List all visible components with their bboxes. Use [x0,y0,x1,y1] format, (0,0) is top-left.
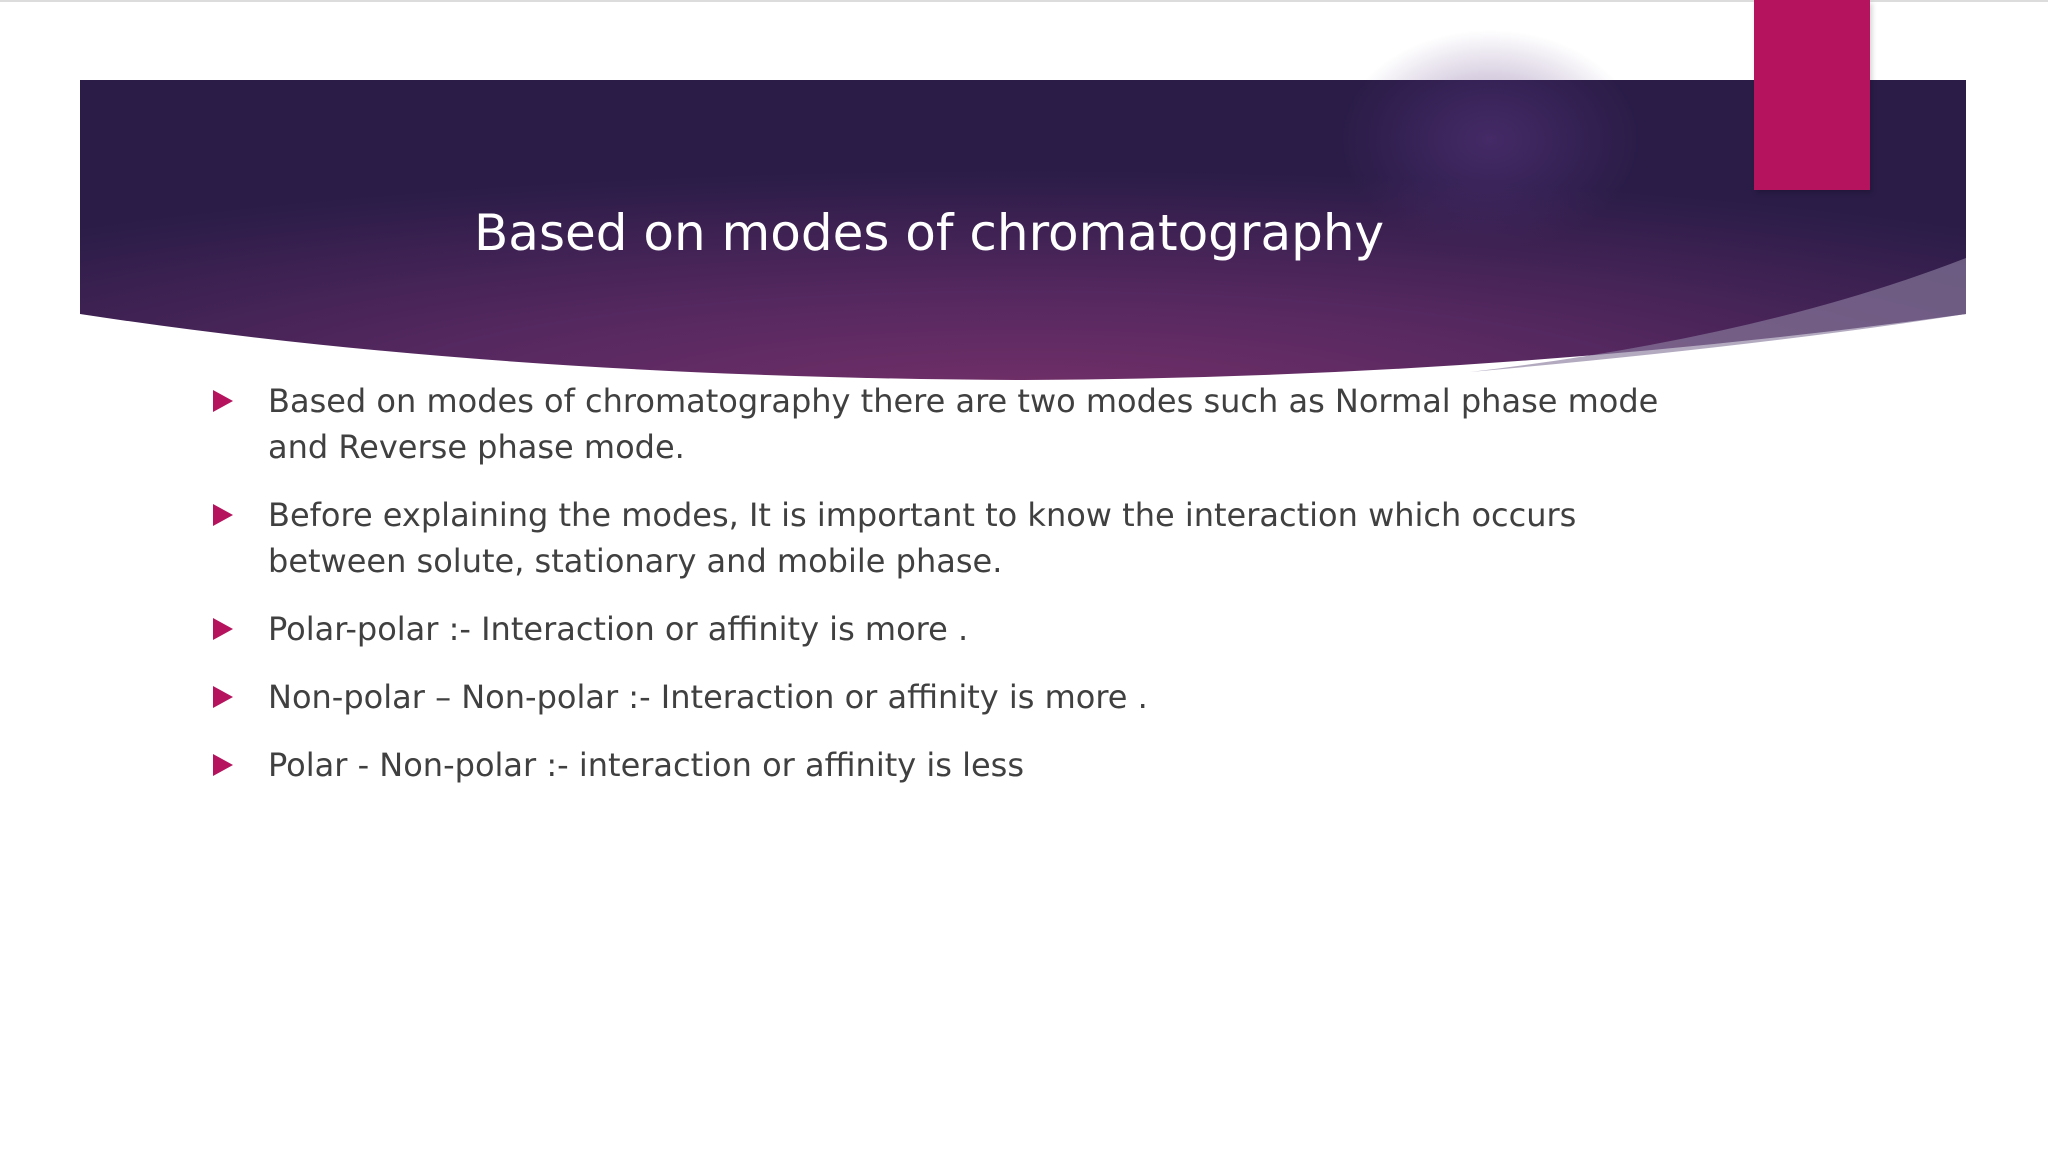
triangle-right-icon [212,504,234,526]
slide-title: Based on modes of chromatography [474,204,1385,262]
bullet-text: Polar - Non-polar :- interaction or affinity is less [268,746,1025,784]
triangle-right-icon [212,618,234,640]
bullet-item [212,606,1712,652]
bullet-item [212,378,1712,470]
triangle-right-icon [212,754,234,776]
bullet-text: Non-polar – Non-polar :- Interaction or affinity is more . [268,678,1148,716]
bullet-item [212,492,1712,584]
bullet-text: Based on modes of chromatography there are two modes such as Normal phase mode and Reverse phase mode. [268,382,1659,466]
accent-tab [1754,0,1870,190]
bullet-text: Before explaining the modes, It is important to know the interaction which occurs between solute, stationary and mobile phase. [268,496,1577,580]
bullet-text: Polar-polar :- Interaction or affinity is more . [268,610,969,648]
bullet-item [212,742,1712,788]
bullet-item [212,674,1712,720]
bullet-list [212,378,1712,810]
triangle-right-icon [212,390,234,412]
triangle-right-icon [212,686,234,708]
